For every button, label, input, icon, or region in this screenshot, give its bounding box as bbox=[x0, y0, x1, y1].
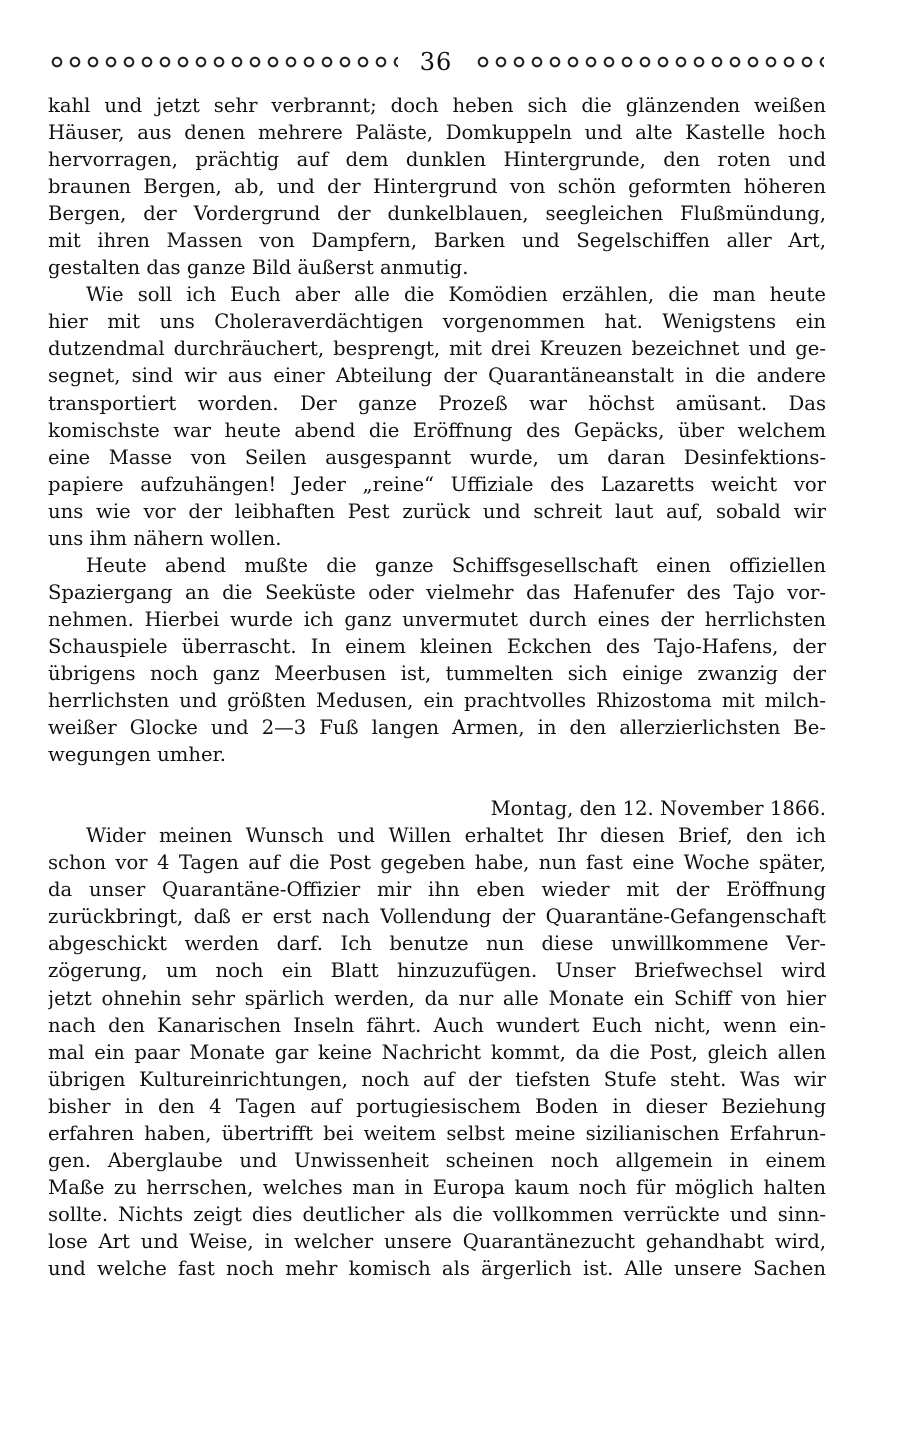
text-line: segnet, sind wir aus einer Abteilung der Quarantäneanstalt in die andere bbox=[48, 364, 826, 388]
text-line: Wider meinen Wunsch und Willen erhaltet Ihr diesen Brief, den ich bbox=[86, 824, 826, 848]
text-line: nehmen. Hierbei wurde ich ganz unvermutet durch eines der herrlichsten bbox=[48, 607, 826, 631]
text-line: und welche fast noch mehr komisch als ärgerlich ist. Alle unsere Sachen bbox=[48, 1256, 826, 1280]
text-line: uns ihm nähern wollen. bbox=[48, 526, 282, 550]
text-line: Häuser, aus denen mehrere Paläste, Domkuppeln und alte Kastelle hoch bbox=[48, 121, 826, 145]
body-text bbox=[48, 92, 826, 1282]
text-line: gestalten das ganze Bild äußerst anmutig. bbox=[48, 256, 469, 280]
text-line: jetzt ohnehin sehr spärlich werden, da nur alle Monate ein Schiff von hier bbox=[48, 986, 826, 1010]
text-line: nach den Kanarischen Inseln fährt. Auch wundert Euch nicht, wenn ein- bbox=[48, 1013, 826, 1037]
text-line: Maße zu herrschen, welches man in Europa kaum noch für möglich halten bbox=[48, 1175, 826, 1199]
paragraph bbox=[48, 281, 826, 551]
paragraph bbox=[48, 822, 826, 1282]
text-line: dutzendmal durchräuchert, besprengt, mit drei Kreuzen bezeichnet und ge- bbox=[48, 337, 826, 361]
text-line: Schauspiele überrascht. In einem kleinen Eckchen des Tajo-Hafens, der bbox=[48, 634, 826, 658]
text-line: uns wie vor der leibhaften Pest zurück und schreit laut auf, sobald wir bbox=[48, 499, 826, 523]
text-line: Heute abend mußte die ganze Schiffsgesellschaft einen offiziellen bbox=[86, 553, 826, 577]
text-line: braunen Bergen, ab, und der Hintergrund von schön geformten höheren bbox=[48, 175, 826, 199]
text-line: weißer Glocke und 2—3 Fuß langen Armen, in den allerzierlichsten Be- bbox=[48, 716, 826, 740]
paragraph bbox=[48, 552, 826, 768]
text-line: zögerung, um noch ein Blatt hinzuzufügen. Unser Briefwechsel wird bbox=[48, 959, 826, 983]
text-line: Bergen, der Vordergrund der dunkelblauen, seegleichen Flußmündung, bbox=[48, 202, 826, 226]
text-line: mit ihren Massen von Dampfern, Barken und Segelschiffen aller Art, bbox=[48, 229, 826, 253]
text-line: wegungen umher. bbox=[48, 743, 226, 767]
left-ornament-rule bbox=[48, 53, 398, 71]
text-line: Wie soll ich Euch aber alle die Komödien erzählen, die man heute bbox=[86, 283, 826, 307]
page-number: 36 bbox=[419, 48, 453, 76]
text-line: übrigen Kultureinrichtungen, noch auf der tiefsten Stufe steht. Was wir bbox=[48, 1067, 826, 1091]
text-line: übrigens noch ganz Meerbusen ist, tummelten sich einige zwanzig der bbox=[48, 661, 826, 685]
paragraph bbox=[48, 92, 826, 281]
text-line: da unser Quarantäne-Offizier mir ihn eben wieder mit der Eröffnung bbox=[48, 878, 826, 902]
dateline: Montag, den 12. November 1866. bbox=[490, 797, 826, 821]
page-header bbox=[48, 40, 824, 84]
text-line: bisher in den 4 Tagen auf portugiesischem Boden in dieser Beziehung bbox=[48, 1094, 826, 1118]
text-line: erfahren haben, übertrifft bei weitem selbst meine sizilianischen Erfahrun- bbox=[48, 1121, 826, 1145]
text-line: Spaziergang an die Seeküste oder vielmehr das Hafenufer des Tajo vor- bbox=[48, 580, 826, 604]
spacer bbox=[48, 768, 826, 795]
text-line: lose Art und Weise, in welcher unsere Quarantänezucht gehandhabt wird, bbox=[48, 1229, 826, 1253]
text-line: kahl und jetzt sehr verbrannt; doch heben sich die glänzenden weißen bbox=[48, 94, 826, 117]
text-line: zurückbringt, daß er erst nach Vollendung der Quarantäne-Gefangenschaft bbox=[48, 905, 826, 929]
text-line: gen. Aberglaube und Unwissenheit scheinen noch allgemein in einem bbox=[48, 1148, 826, 1172]
text-line: herrlichsten und größten Medusen, ein prachtvolles Rhizostoma mit milch- bbox=[48, 689, 826, 713]
text-line: eine Masse von Seilen ausgespannt wurde, um daran Desinfektions- bbox=[48, 445, 826, 469]
text-line: komischste war heute abend die Eröffnung des Gepäcks, über welchem bbox=[48, 418, 826, 442]
text-line: papiere aufzuhängen! Jeder „reine“ Uffiziale des Lazaretts weicht vor bbox=[48, 472, 826, 496]
text-line: transportiert worden. Der ganze Prozeß war höchst amüsant. Das bbox=[48, 391, 826, 415]
text-line: schon vor 4 Tagen auf die Post gegeben habe, nun fast eine Woche später, bbox=[48, 851, 826, 875]
text-line: hier mit uns Choleraverdächtigen vorgenommen hat. Wenigstens ein bbox=[48, 310, 826, 334]
text-line: hervorragen, prächtig auf dem dunklen Hintergrunde, den roten und bbox=[48, 148, 826, 172]
text-line: sollte. Nichts zeigt dies deutlicher als die vollkommen verrückte und sinn- bbox=[48, 1202, 826, 1226]
right-ornament-rule bbox=[474, 53, 824, 71]
text-line: abgeschickt werden darf. Ich benutze nun diese unwillkommene Ver- bbox=[48, 932, 826, 956]
text-line: mal ein paar Monate gar keine Nachricht kommt, da die Post, gleich allen bbox=[48, 1040, 826, 1064]
